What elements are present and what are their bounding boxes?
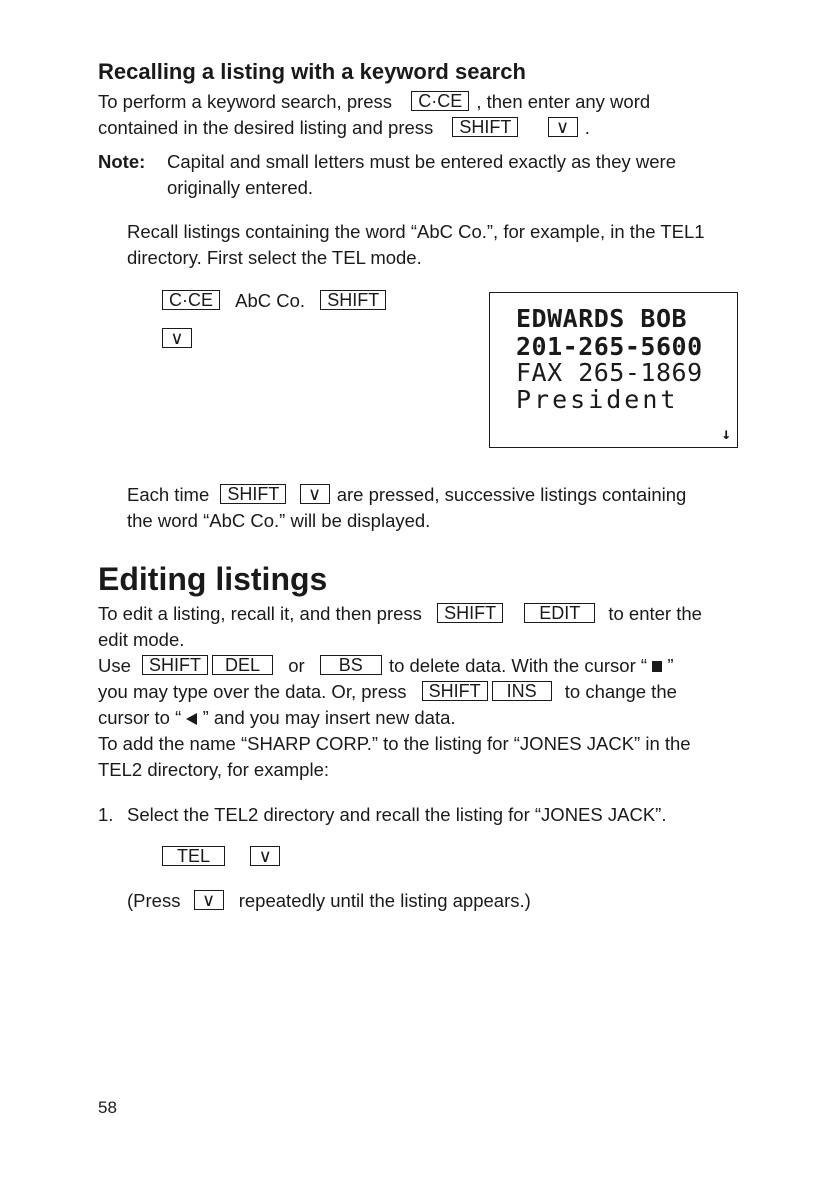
text-span: , then enter any word bbox=[476, 91, 651, 112]
text-span: Each time bbox=[127, 484, 210, 505]
note-line-1: Capital and small letters must be entered exactly as they were bbox=[167, 151, 676, 172]
paragraph-line bbox=[98, 679, 738, 705]
key-sequence-1 bbox=[160, 288, 388, 314]
text-span: ” and you may insert new data. bbox=[202, 707, 456, 728]
key-ins: INS bbox=[492, 681, 552, 701]
text-span: to delete data. With the cursor “ bbox=[388, 655, 648, 676]
page-number: 58 bbox=[98, 1098, 117, 1117]
example-line-1: Recall listings containing the word “AbC Co.”, for example, in the TEL1 bbox=[127, 221, 705, 242]
paragraph-line bbox=[98, 115, 738, 141]
paragraph-line bbox=[98, 705, 738, 731]
key-shift: SHIFT bbox=[437, 603, 503, 623]
display-line-4: President bbox=[516, 385, 679, 414]
note-label: Note: bbox=[98, 151, 146, 172]
key-down: ∨ bbox=[162, 328, 192, 348]
step-number: 1. bbox=[98, 804, 114, 825]
display-line-3: FAX 265-1869 bbox=[516, 358, 703, 387]
key-shift: SHIFT bbox=[320, 290, 386, 310]
key-shift: SHIFT bbox=[422, 681, 488, 701]
key-tel: TEL bbox=[162, 846, 225, 866]
key-bs: BS bbox=[320, 655, 382, 675]
key-cce: C·CE bbox=[162, 290, 220, 310]
text-span: to enter the bbox=[608, 603, 702, 624]
key-del: DEL bbox=[212, 655, 273, 675]
text-span: . bbox=[584, 117, 590, 138]
text-span: you may type over the data. Or, press bbox=[98, 681, 407, 702]
section-heading-keyword-search: Recalling a listing with a keyword search bbox=[98, 59, 526, 84]
key-down: ∨ bbox=[194, 890, 224, 910]
key-down: ∨ bbox=[548, 117, 578, 137]
text-span: To perform a keyword search, press bbox=[98, 91, 393, 112]
key-shift: SHIFT bbox=[142, 655, 208, 675]
paragraph-line: To add the name “SHARP CORP.” to the listing for “JONES JACK” in the bbox=[98, 733, 691, 754]
text-span: to change the bbox=[564, 681, 677, 702]
text-span: To edit a listing, recall it, and then press bbox=[98, 603, 422, 624]
paragraph-line: TEL2 directory, for example: bbox=[98, 759, 329, 780]
key-sequence-3 bbox=[160, 844, 282, 870]
insert-cursor-icon bbox=[186, 713, 197, 725]
section-heading-editing: Editing listings bbox=[98, 561, 328, 597]
text-span: (Press bbox=[127, 890, 181, 911]
paragraph-line: the word “AbC Co.” will be displayed. bbox=[127, 510, 431, 531]
key-down: ∨ bbox=[250, 846, 280, 866]
text-span: ” bbox=[667, 655, 674, 676]
display-line-2: 201-265-5600 bbox=[516, 332, 703, 361]
step-text: Select the TEL2 directory and recall the listing for “JONES JACK”. bbox=[127, 804, 667, 825]
paragraph-line: edit mode. bbox=[98, 629, 185, 650]
example-line-2: directory. First select the TEL mode. bbox=[127, 247, 422, 268]
key-shift: SHIFT bbox=[220, 484, 286, 504]
text-span: are pressed, successive listings containing bbox=[336, 484, 687, 505]
text-span: or bbox=[288, 655, 305, 676]
typed-text: AbC Co. bbox=[235, 290, 306, 311]
paragraph-line bbox=[98, 89, 738, 115]
text-span: Use bbox=[98, 655, 131, 676]
key-edit: EDIT bbox=[524, 603, 595, 623]
text-span: repeatedly until the listing appears.) bbox=[238, 890, 531, 911]
scroll-down-icon: ↓ bbox=[721, 424, 731, 443]
paragraph-line bbox=[127, 482, 739, 508]
note-line-2: originally entered. bbox=[167, 177, 314, 198]
key-cce: C·CE bbox=[411, 91, 469, 111]
block-cursor-icon bbox=[652, 661, 662, 672]
display-line-1: EDWARDS BOB bbox=[516, 304, 688, 333]
paragraph-line bbox=[98, 653, 738, 679]
key-shift: SHIFT bbox=[452, 117, 518, 137]
paragraph-line bbox=[98, 601, 738, 627]
press-repeatedly-note bbox=[127, 888, 531, 914]
key-down: ∨ bbox=[300, 484, 330, 504]
key-sequence-2 bbox=[160, 326, 194, 352]
text-span: contained in the desired listing and press bbox=[98, 117, 434, 138]
text-span: cursor to “ bbox=[98, 707, 182, 728]
lcd-display bbox=[489, 292, 738, 448]
